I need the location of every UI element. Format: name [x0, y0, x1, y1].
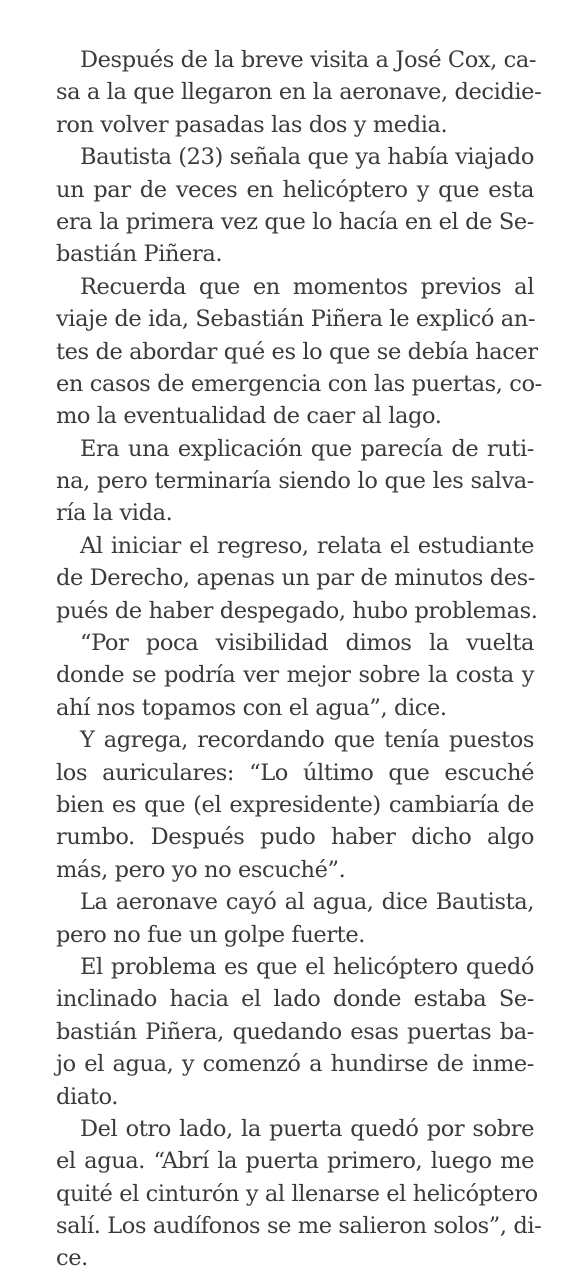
text-line: más, pero yo no escuché”.	[56, 856, 346, 883]
text-line: El problema es que el helicóptero quedó	[80, 953, 534, 980]
text-line: Bautista (23) señala que ya había viajado	[80, 144, 534, 171]
text-line: Y agrega, recordando que tenía puestos	[80, 727, 534, 754]
paragraph-4	[56, 433, 534, 530]
text-line: donde se podría ver mejor sobre la costa y	[56, 662, 534, 689]
paragraph-2	[56, 141, 534, 271]
text-line: “Por poca visibilidad dimos la vuelta	[80, 630, 534, 657]
article-column	[56, 44, 542, 1275]
text-line: pués de haber despegado, hubo problemas.	[56, 597, 538, 624]
text-line: diato.	[56, 1083, 118, 1110]
text-line: Del otro lado, la puerta quedó por sobre	[80, 1115, 534, 1142]
text-line: jo el agua, y comenzó a hundirse de inme-	[56, 1051, 534, 1078]
text-line: de Derecho, apenas un par de minutos des-	[56, 565, 535, 592]
text-line: Después de la breve visita a José Cox, ca-	[80, 47, 537, 73]
paragraph-8	[56, 886, 534, 951]
text-line: bastián Piñera, quedando esas puertas ba-	[56, 1018, 534, 1045]
paragraph-9	[56, 951, 534, 1113]
paragraph-3	[56, 271, 542, 433]
text-line: ahí nos topamos con el agua”, dice.	[56, 694, 447, 721]
text-line: quité el cinturón y al llenarse el helicóptero	[56, 1180, 538, 1207]
paragraph-5	[56, 530, 538, 627]
text-line: Era una explicación que parecía de ruti-	[80, 435, 534, 462]
text-line: bastián Piñera.	[56, 241, 223, 268]
paragraph-10	[56, 1113, 542, 1275]
text-line: pero no fue un golpe fuerte.	[56, 921, 365, 948]
text-line: en casos de emergencia con las puertas, co-	[56, 370, 542, 397]
paragraph-1	[56, 44, 542, 141]
text-line: era la primera vez que lo hacía en el de Se-	[56, 208, 534, 235]
text-line: na, pero terminaría siendo lo que les salva-	[56, 468, 534, 495]
text-line: viaje de ida, Sebastián Piñera le explicó an-	[56, 306, 536, 333]
paragraph-7	[56, 724, 534, 886]
text-line: sa a la que llegaron en la aeronave, decidie-	[56, 79, 542, 106]
text-line: ron volver pasadas las dos y media.	[56, 111, 448, 138]
text-line: rumbo. Después pudo haber dicho algo	[56, 824, 534, 851]
text-line: ría la vida.	[56, 500, 173, 527]
text-line: un par de veces en helicóptero y que esta	[56, 176, 534, 203]
text-line: el agua. “Abrí la puerta primero, luego me	[56, 1148, 534, 1175]
text-line: Recuerda que en momentos previos al	[80, 273, 534, 300]
text-line: bien es que (el expresidente) cambiaría de	[56, 791, 534, 818]
text-line: mo la eventualidad de caer al lago.	[56, 403, 442, 430]
text-line: inclinado hacia el lado donde estaba Se-	[56, 986, 534, 1013]
text-line: Al iniciar el regreso, relata el estudiante	[80, 532, 534, 559]
text-line: salí. Los audífonos se me salieron solos”, di-	[56, 1213, 542, 1240]
text-line: tes de abordar qué es lo que se debía hacer	[56, 338, 538, 365]
text-line: ce.	[56, 1245, 88, 1272]
paragraph-6	[56, 627, 534, 724]
text-line: La aeronave cayó al agua, dice Bautista,	[80, 889, 534, 916]
text-line: los auriculares: “Lo último que escuché	[56, 759, 534, 786]
